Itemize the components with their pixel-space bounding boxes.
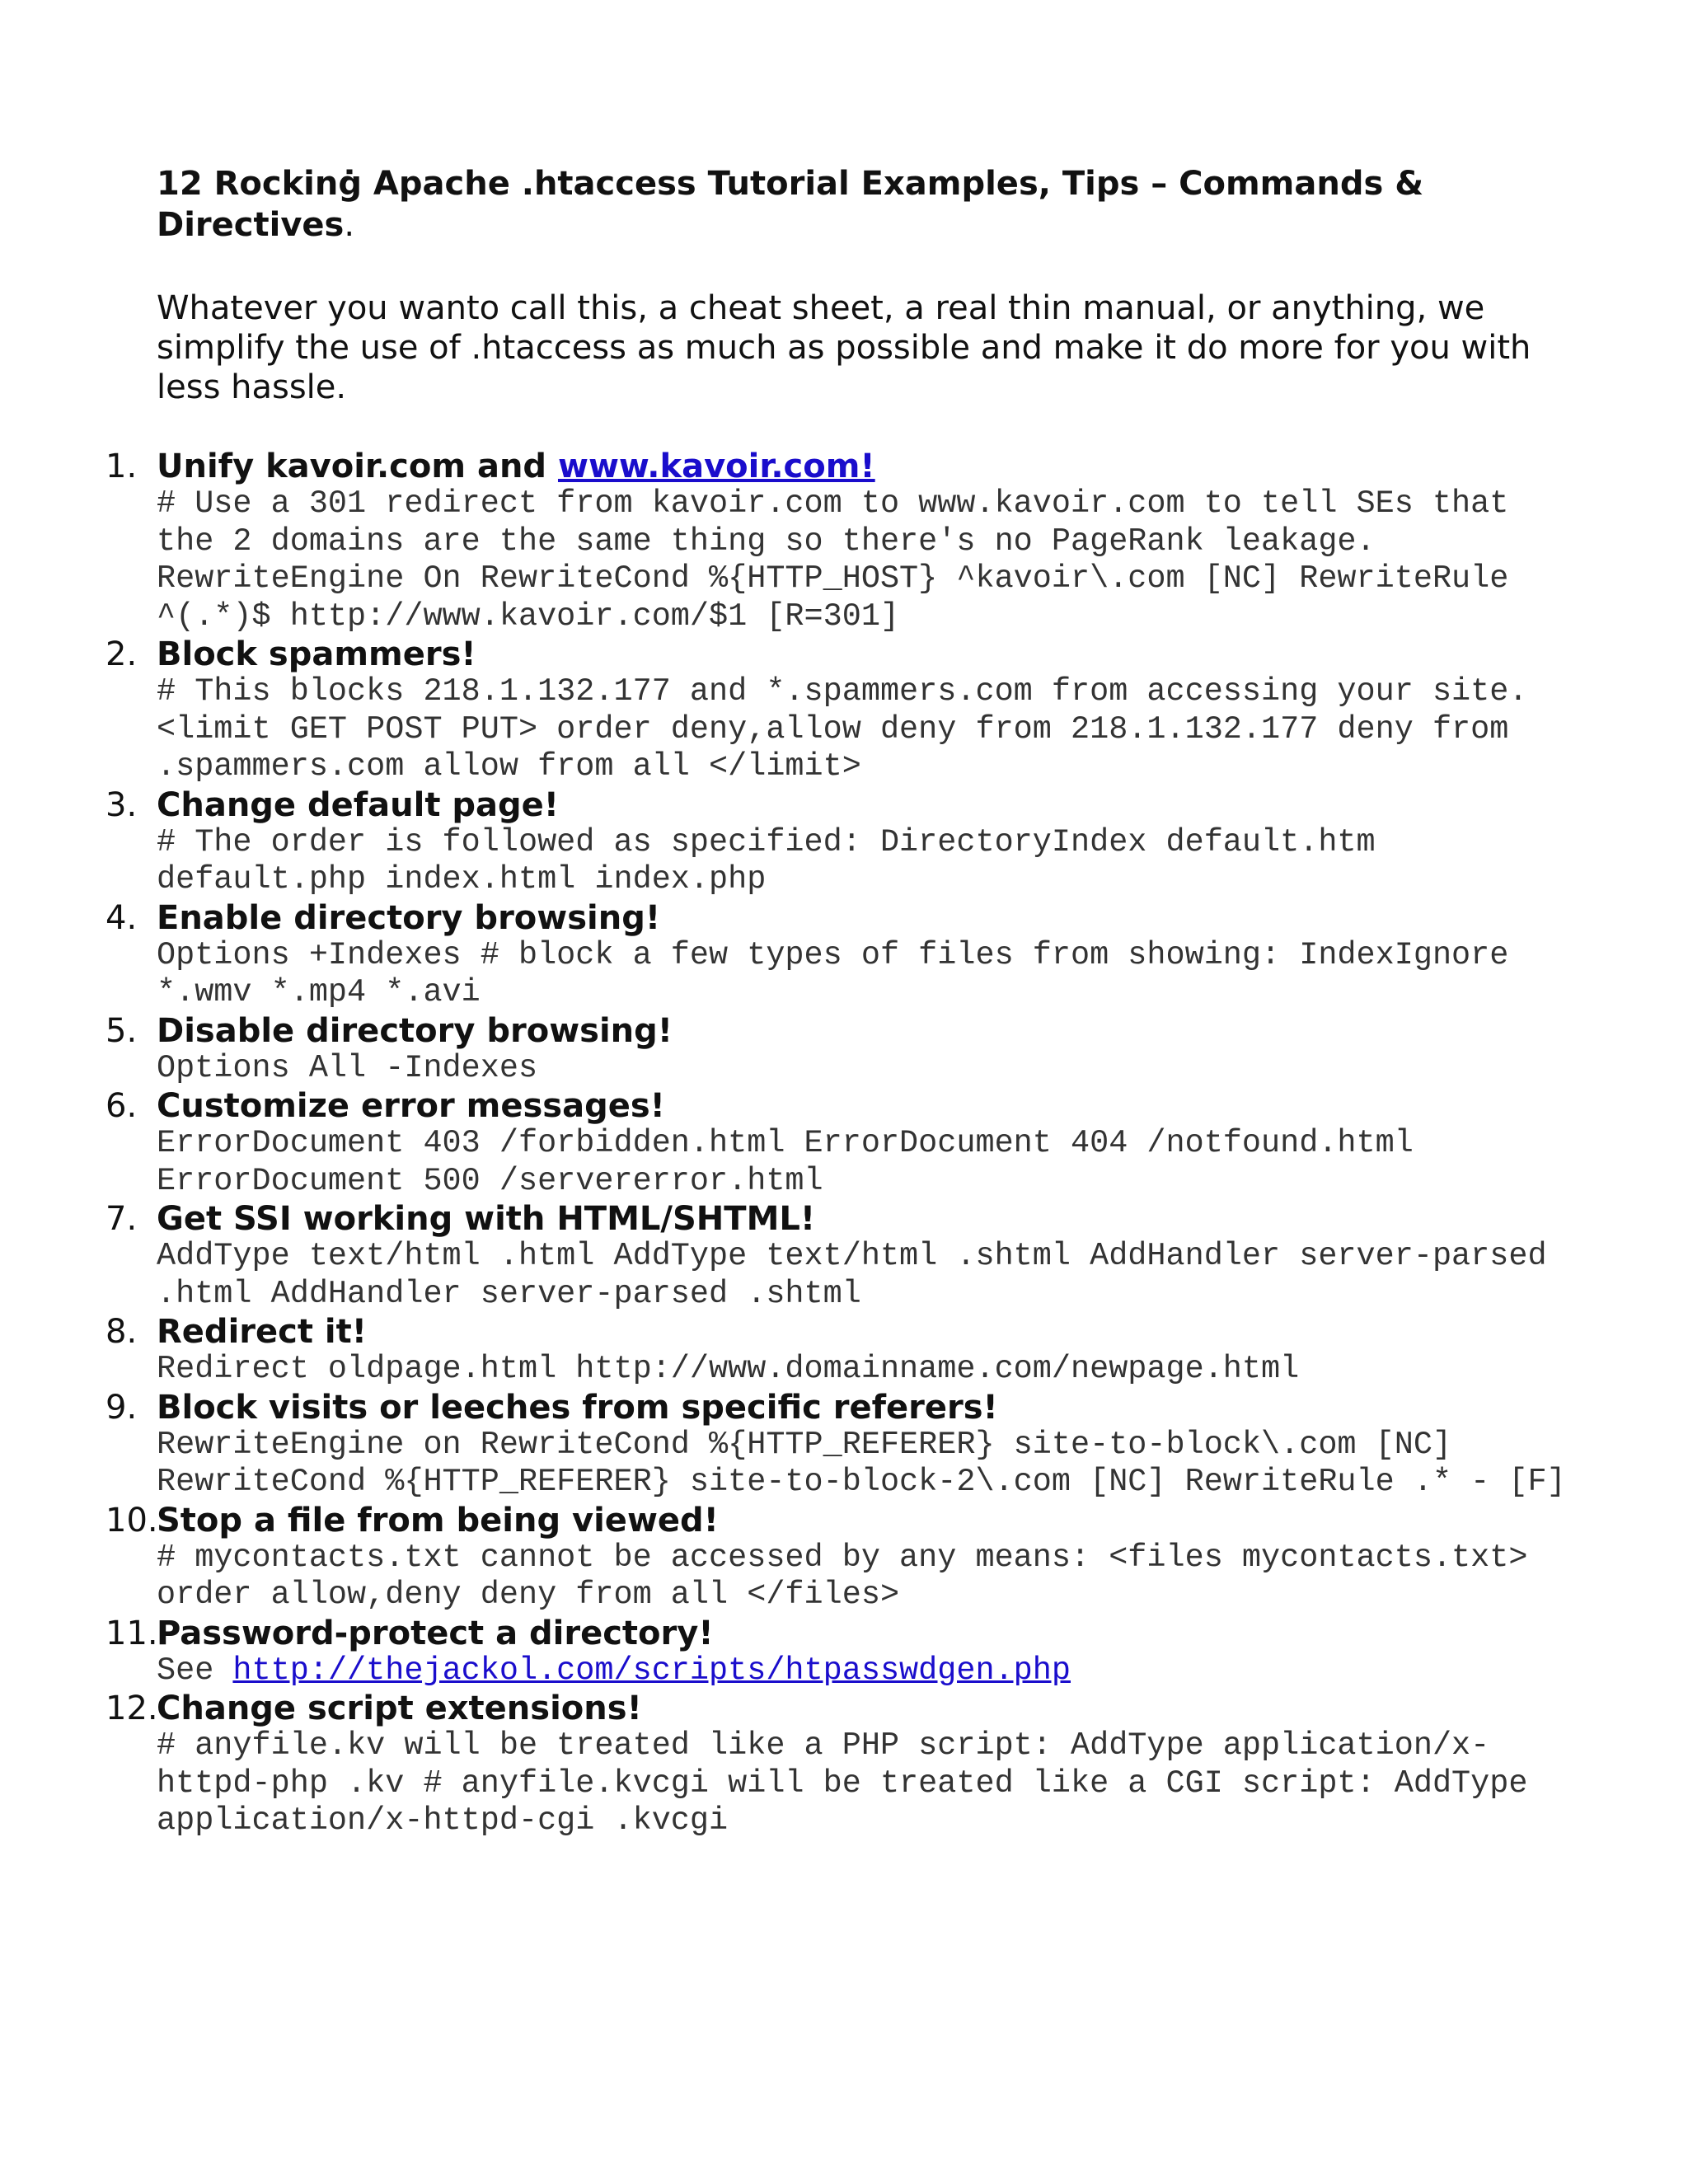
htpasswdgen-link[interactable]: http://thejackol.com/scripts/htpasswdgen.php <box>232 1652 1071 1689</box>
item-number: 2. <box>106 635 138 673</box>
list-item <box>0 1615 1566 1690</box>
item-number: 6. <box>106 1087 138 1125</box>
item-heading: Change default page! <box>157 785 560 824</box>
item-number: 10. <box>106 1501 158 1540</box>
item-heading: Redirect it! <box>157 1313 367 1351</box>
item-number: 7. <box>106 1200 138 1238</box>
title-text: 12 Rockinġ Apache .htaccess Tutorial Examples, Tips – Commands & Directives <box>157 165 1424 244</box>
item-heading-text: Unify kavoir.com and <box>157 448 558 485</box>
title-period: . <box>344 206 355 244</box>
item-number: 9. <box>106 1388 138 1427</box>
item-heading <box>157 448 1566 485</box>
item-code: AddType text/html .html AddType text/html .shtml AddHandler server-parsed .html AddHandler server-parsed .shtml <box>157 1238 1547 1312</box>
item-code: Options All -Indexes <box>157 1049 538 1086</box>
list-item <box>0 1313 1566 1389</box>
item-heading: Enable directory browsing! <box>157 898 661 937</box>
item-code <box>157 1652 1566 1690</box>
item-code: # mycontacts.txt cannot be accessed by any means: <files mycontacts.txt> order allow,deny deny from all </files> <box>157 1539 1528 1613</box>
item-code: RewriteEngine on RewriteCond %{HTTP_REFERER} site-to-block\.com [NC] RewriteCond %{HTTP_REFERER} site-to-block-2\.com [NC] RewriteRule .* - [F] <box>157 1426 1566 1500</box>
item-heading: Customize error messages! <box>157 1087 665 1125</box>
item-number: 4. <box>106 898 138 937</box>
item-number: 3. <box>106 785 138 824</box>
list-item <box>0 1200 1566 1313</box>
see-label: See <box>157 1652 233 1689</box>
list-item <box>0 635 1566 786</box>
list-item <box>0 1502 1566 1615</box>
item-code: # anyfile.kv will be treated like a PHP script: AddType application/x-httpd-php .kv # anyfile.kvcgi will be treated like a CGI script: AddType application/x-httpd-cgi .kvcgi <box>157 1727 1528 1839</box>
kavoir-link[interactable]: www.kavoir.com! <box>557 448 875 485</box>
item-number: 1. <box>106 448 138 485</box>
list-item <box>0 448 1566 635</box>
item-number: 5. <box>106 1011 138 1050</box>
item-heading: Change script extensions! <box>157 1690 642 1727</box>
list-item <box>0 899 1566 1012</box>
tips-list <box>0 448 1688 1840</box>
item-heading: Stop a file from being viewed! <box>157 1501 719 1540</box>
item-number: 11. <box>106 1614 158 1652</box>
item-number: 12. <box>106 1690 158 1727</box>
item-code: # The order is followed as specified: DirectoryIndex default.htm default.php index.html index.php <box>157 823 1376 898</box>
item-code: # This blocks 218.1.132.177 and *.spammers.com from accessing your site. <limit GET POST PUT> order deny,allow deny from 218.1.132.177 deny from .spammers.com allow from all </limit> <box>157 673 1528 785</box>
item-number: 8. <box>106 1313 138 1351</box>
document-title <box>157 163 1558 246</box>
list-item <box>0 1389 1566 1502</box>
item-code: ErrorDocument 403 /forbidden.html ErrorDocument 404 /notfound.html ErrorDocument 500 /servererror.html <box>157 1125 1414 1199</box>
item-heading: Block spammers! <box>157 635 476 673</box>
item-code: # Use a 301 redirect from kavoir.com to www.kavoir.com to tell SEs that the 2 domains are the same thing so there's no PageRank leakage. RewriteEngine On RewriteCond %{HTTP_HOST} ^kavoir\.com [NC] RewriteRule ^(.*)$ http://www.kavoir.com/$1 [R=301] <box>157 485 1509 635</box>
list-item <box>0 1087 1566 1200</box>
item-heading: Password-protect a directory! <box>157 1614 714 1652</box>
item-heading: Block visits or leeches from specific referers! <box>157 1388 998 1427</box>
list-item <box>0 1690 1566 1840</box>
item-code: Options +Indexes # block a few types of files from showing: IndexIgnore *.wmv *.mp4 *.avi <box>157 936 1509 1010</box>
list-item <box>0 1012 1566 1088</box>
item-code: Redirect oldpage.html http://www.domainname.com/newpage.html <box>157 1351 1300 1387</box>
list-item <box>0 786 1566 899</box>
intro-paragraph: Whatever you wanto call this, a cheat sheet, a real thin manual, or anything, we simplify the use of .htaccess as much as possible and make it do more for you with less hassle. <box>157 289 1531 406</box>
item-heading: Disable directory browsing! <box>157 1011 673 1050</box>
item-heading: Get SSI working with HTML/SHTML! <box>157 1200 816 1238</box>
